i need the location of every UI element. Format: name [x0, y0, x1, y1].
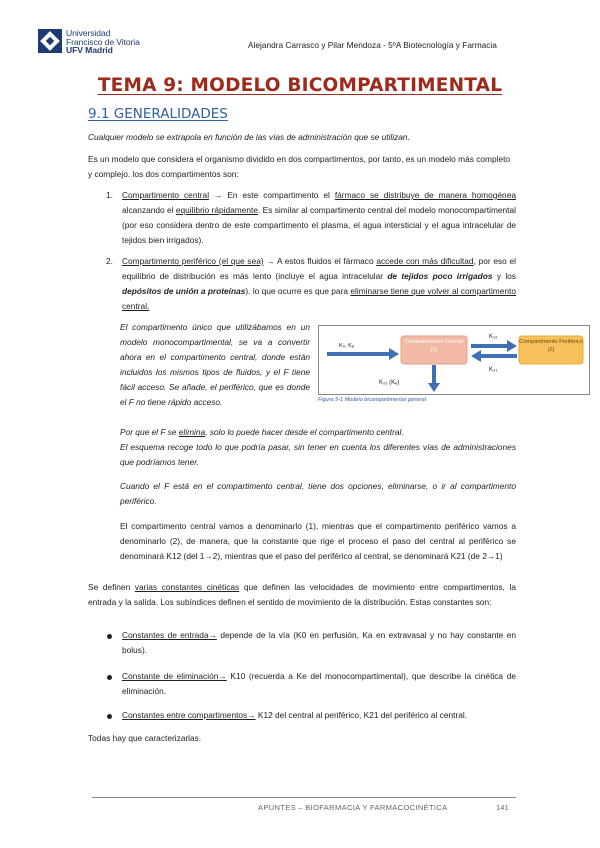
central-options-note: Cuando el F está en el compartimento central, tiene dos opciones, eliminarse, o ir al compartimento periférico. [120, 481, 516, 506]
list-item-central: Compartimento central → En este compartimento el fármaco se distribuye de manera homogénea alcanzando el equilibrio rápidamente. Es similar al compartimento central del modelo monocompartimental (por eso considera dentro de este compartimento el plasma, el agua intersticial y el agua intracelular de tejidos bien irrigados). [122, 190, 516, 245]
university-logo-text: Universidad Francisco de Vitoria UFV Madrid [66, 28, 140, 56]
elimination-note: Por que el F se elimina, solo lo puede hacer desde el compartimento central. [120, 427, 404, 437]
list-number-1: 1. [106, 190, 113, 200]
k10-arrow-head [428, 383, 440, 392]
bullet-elimination-constant: Constante de eliminación→ K10 (recuerda a Ke del monocompartimental), que describe la cinética de eliminación. [122, 671, 516, 696]
page-footer: APUNTES – BIOFARMACIA Y FARMACOCINÉTICA [258, 803, 448, 812]
bullet-input-constants: Constantes de entrada→ depende de la vía (K0 en perfusión, Ka en extravasal y no hay constante en bolus). [122, 630, 516, 655]
input-constant-label: K₀, Kₐ [339, 343, 354, 349]
list-number-2: 2. [106, 256, 113, 266]
page-title: TEMA 9: MODELO BICOMPARTIMENTAL [97, 75, 503, 96]
kinetic-constants-paragraph: Se definen varias constantes cinéticas que definen las velocidades de movimiento entre compartimentos, la entrada y la salida. Los subíndices definen el sentido de movimiento de la distribución. Estas constantes son: [88, 582, 516, 607]
section-heading: 9.1 GENERALIDADES [88, 106, 228, 122]
bullet-dot [107, 675, 112, 680]
scheme-note: El esquema recoge todo lo que podría pasar, sin tener en cuenta los diferentes vías de administraciones que podríamos tener. [120, 442, 516, 467]
intro-italic: Cualquier modelo se extrapola en función de las vías de administración que se utilizan. [88, 132, 410, 142]
page-header: Alejandra Carrasco y Pilar Mendoza - 5ºA Biotecnología y Farmacia [248, 40, 497, 50]
intro-paragraph: Es un modelo que considera el organismo dividido en dos compartimentos, por tanto, es un modelo más completo y complejo. los dos compartimentos son: [88, 154, 511, 179]
k10-label: K₁₀ (Kₑ) [379, 380, 400, 386]
university-logo-icon [38, 29, 62, 53]
bullet-intercompartment-constants: Constantes entre compartimentos→ K12 del central al periférico, K21 del periférico al central. [122, 710, 468, 720]
central-compartment-label: Compartimento Central (1) [405, 339, 463, 353]
bullet-dot [107, 714, 112, 719]
figure-caption: Figura 5-1 Modelo bicompartimental general [318, 397, 426, 403]
side-note: El compartimento único que utilizábamos en un modelo monocompartimental, se va a convertir ahora en el compartimento central, donde están incluidos los mismos tipos de fluidos, y el F tiene fácil acceso. Se añade, el periférico, que es donde el F no tiene rápido acceso. [120, 322, 310, 407]
footer-divider [92, 797, 516, 798]
bullet-dot [107, 634, 112, 639]
page-number: 141 [496, 803, 509, 812]
diagram-svg [319, 326, 589, 394]
k12-arrow-head [507, 340, 517, 352]
constants-naming-paragraph: El compartimento central vamos a denominarlo (1), mientras que el compartimento periférico vamos a denominarlo (2), de manera, que la constante que rige el proceso el paso del central al periférico se denominará K12 (del 1→2), mientras que el paso del periférico al central, se denominará K21 (de 2→1) [120, 521, 516, 561]
k12-label: K₁₂ [489, 334, 498, 340]
bicompartment-diagram [318, 325, 590, 395]
k21-arrow-head [471, 350, 481, 362]
closing-sentence: Todas hay que caracterizarlas. [88, 733, 202, 743]
k21-label: K₂₁ [489, 367, 498, 373]
input-arrow-head [389, 348, 399, 360]
peripheral-compartment-label: Compartimento Periférico (2) [519, 339, 583, 353]
list-item-peripheral: Compartimento periférico (el que sea) → A estos fluidos el fármaco accede con más dificultad, por eso el equilibrio de distribución es más lento (incluye el agua intracelular de tejidos poco irrigados y los depósitos de unión a proteínas). lo que ocurre es que para eliminarse tiene que volver al compartimento central. [122, 256, 516, 311]
